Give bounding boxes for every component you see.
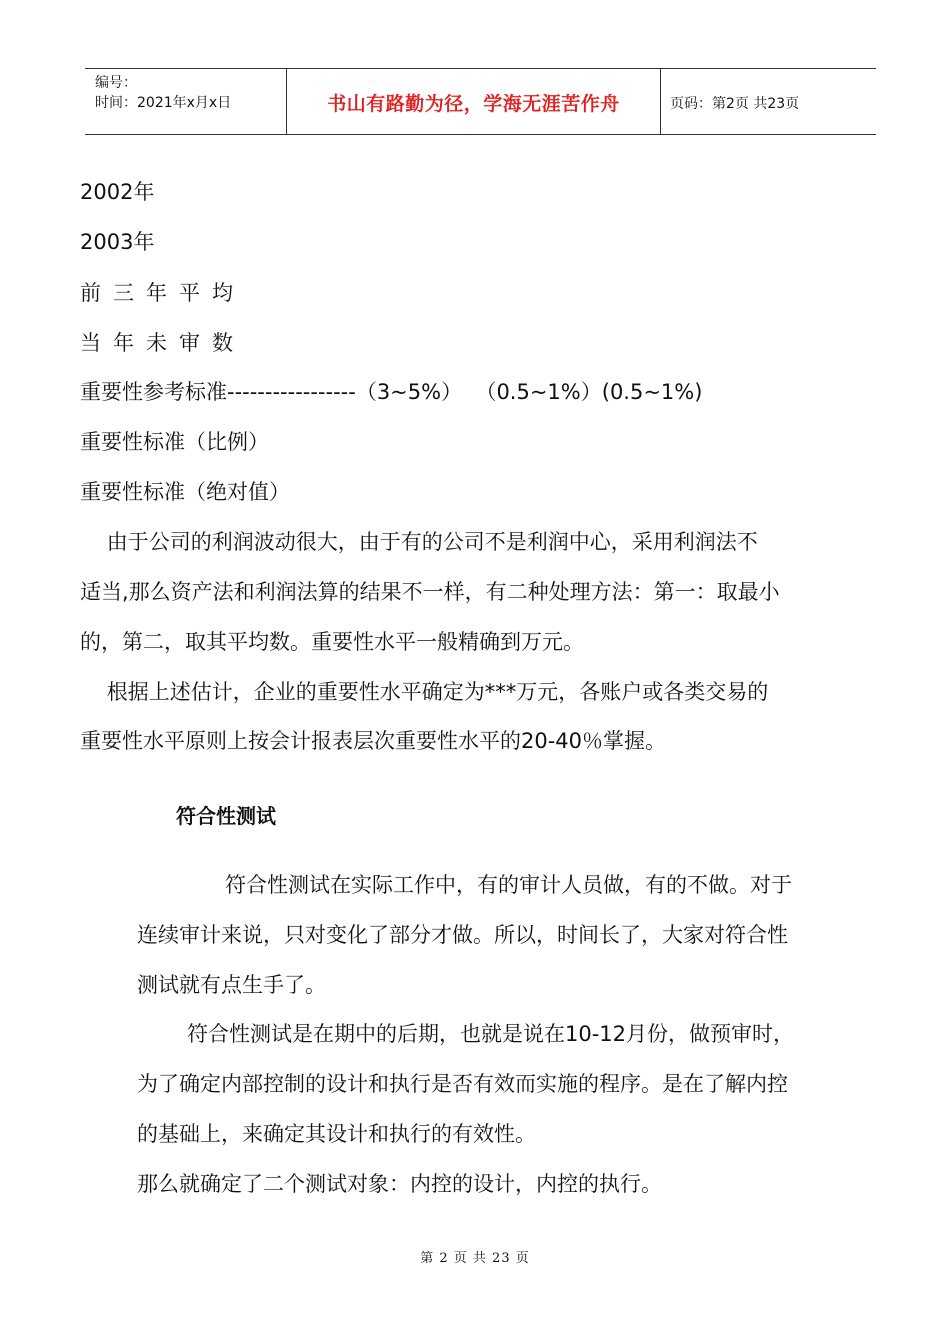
- paragraph-line: 适当,那么资产法和利润法算的结果不一样，有二种处理方法：第一：取最小: [80, 580, 780, 604]
- paragraph-line: 测试就有点生手了。: [137, 973, 326, 997]
- page-footer: 第 2 页 共 23 页: [420, 1251, 530, 1266]
- header-page-label: 页码：第2页 共23页: [670, 96, 800, 112]
- standard-absolute-line: 重要性标准（绝对值）: [80, 480, 290, 504]
- avg-three-years-label: 前三年平均: [80, 281, 245, 305]
- paragraph-line: 那么就确定了二个测试对象：内控的设计，内控的执行。: [137, 1172, 662, 1196]
- paragraph-line: 重要性水平原则上按会计报表层次重要性水平的20-40％掌握。: [80, 729, 667, 753]
- current-unaudited-label: 当年未审数: [80, 331, 245, 355]
- section-heading: 符合性测试: [176, 804, 276, 828]
- paragraph-line: 符合性测试是在期中的后期，也就是说在10-12月份，做预审时，: [187, 1022, 795, 1046]
- paragraph-line: 的基础上，来确定其设计和执行的有效性。: [137, 1122, 536, 1146]
- header-motto: 书山有路勤为径，学海无涯苦作舟: [327, 93, 620, 115]
- year-2002-label: 2002年: [80, 180, 155, 204]
- reference-standard-line: 重要性参考标准-----------------（3~5%） （0.5~1%）(0.5~1%): [80, 380, 703, 404]
- paragraph-line: 为了确定内部控制的设计和执行是否有效而实施的程序。是在了解内控: [137, 1072, 788, 1096]
- year-2003-label: 2003年: [80, 230, 155, 254]
- header-meta: [95, 73, 231, 113]
- paragraph-line: 由于公司的利润波动很大，由于有的公司不是利润中心，采用利润法不: [80, 530, 758, 554]
- page-header: [85, 68, 876, 135]
- header-time: 时间：2021年x月x日: [95, 95, 232, 111]
- paragraph-line: 根据上述估计，企业的重要性水平确定为***万元，各账户或各类交易的: [80, 680, 769, 704]
- header-serial: 编号：: [95, 75, 137, 91]
- paragraph-line: 符合性测试在实际工作中，有的审计人员做，有的不做。对于: [225, 873, 792, 897]
- paragraph-line: 连续审计来说，只对变化了部分才做。所以，时间长了，大家对符合性: [137, 923, 788, 947]
- header-divider: [660, 69, 661, 135]
- paragraph-line: 的，第二，取其平均数。重要性水平一般精确到万元。: [80, 630, 584, 654]
- standard-ratio-line: 重要性标准（比例）: [80, 430, 269, 454]
